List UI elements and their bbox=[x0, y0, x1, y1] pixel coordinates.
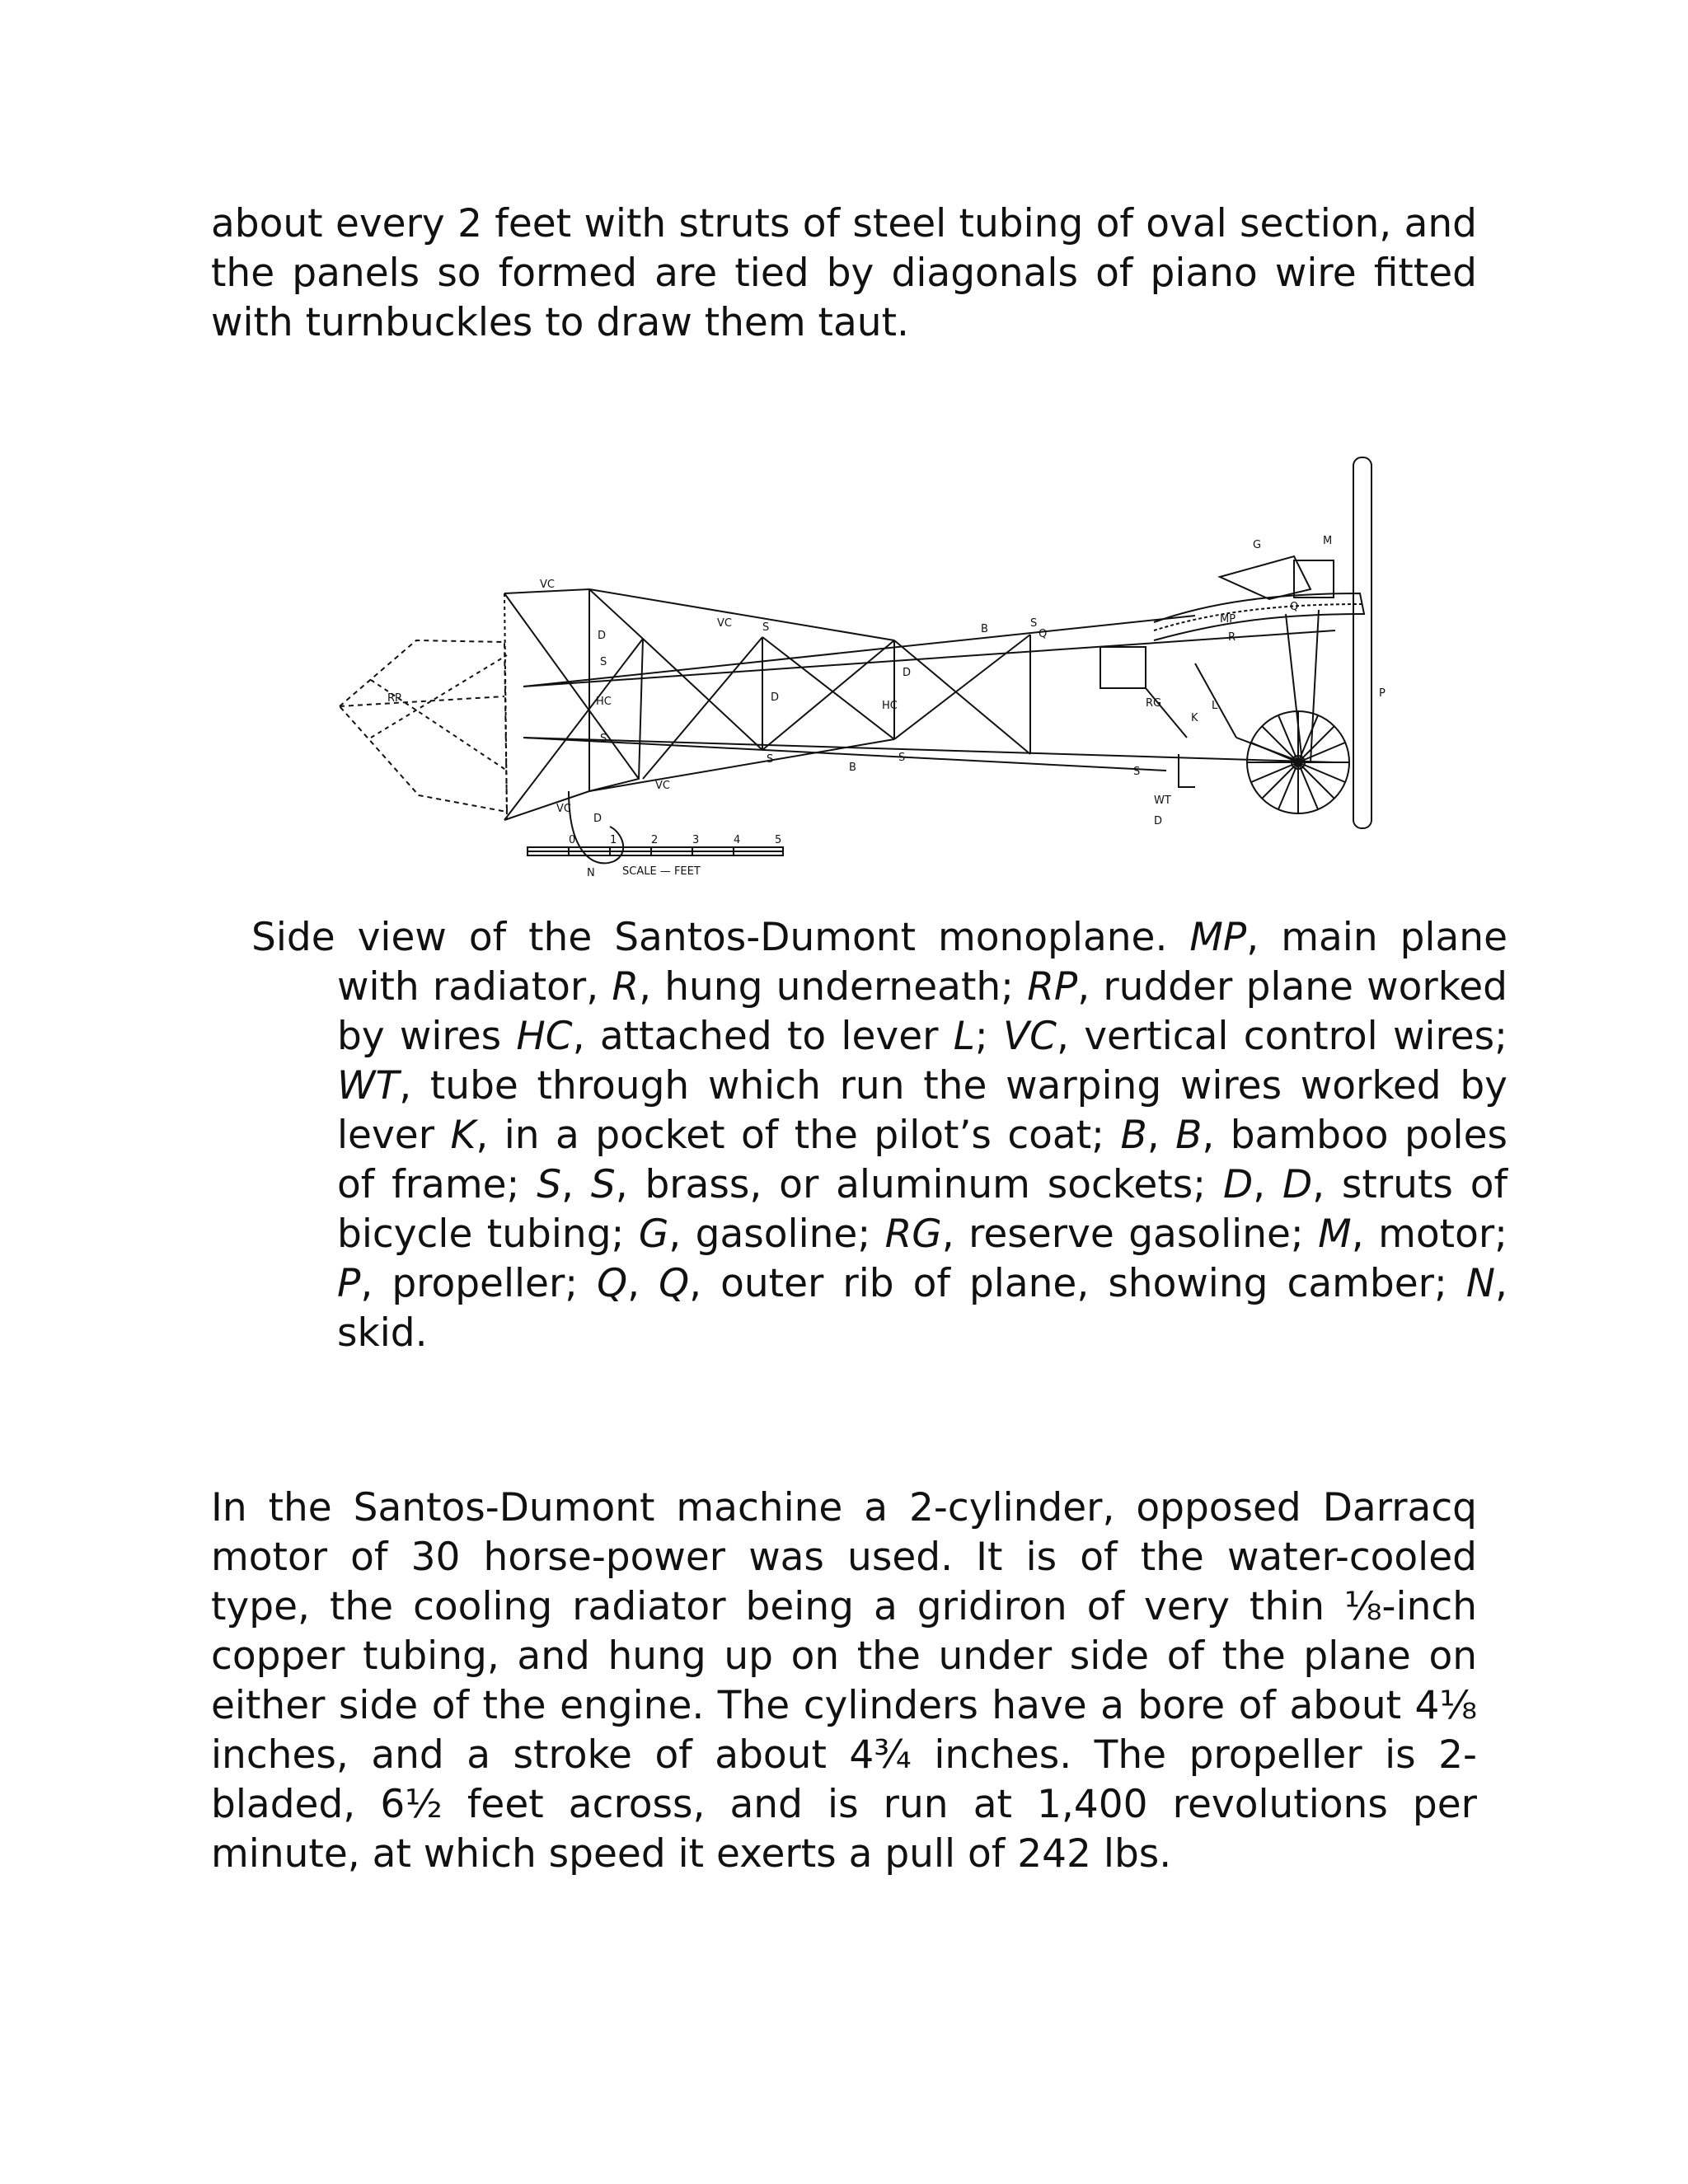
label-s-front: S bbox=[1133, 766, 1141, 778]
caption-label-italic: L bbox=[953, 1014, 975, 1059]
label-s1: S bbox=[600, 656, 607, 668]
label-b2: B bbox=[849, 762, 856, 774]
caption-label-italic: D bbox=[1282, 1162, 1313, 1207]
caption-text: , attached to lever bbox=[572, 1014, 954, 1059]
label-d1: D bbox=[598, 630, 607, 642]
label-d5: D bbox=[1154, 815, 1163, 827]
label-vc-top: VC bbox=[540, 579, 555, 591]
caption-label-italic: D bbox=[1222, 1162, 1254, 1207]
caption-label-italic: RP bbox=[1027, 964, 1078, 1010]
scale-tick-2: 2 bbox=[651, 834, 659, 846]
scale-tick-3: 3 bbox=[692, 834, 700, 846]
caption-text: , rudder plane worked by wires bbox=[337, 964, 1507, 1059]
caption-text: , outer rib of plane, showing camber; bbox=[689, 1261, 1466, 1306]
paragraph-top: about every 2 feet with struts of steel tubing of oval section, and the panels so formed are tied by diagonals of piano wire fitted with turnbuckles to draw them taut. bbox=[211, 201, 1477, 345]
caption-text: , struts of bicycle tubing; bbox=[337, 1162, 1508, 1257]
caption-label-italic: R bbox=[612, 964, 640, 1010]
caption-text: , reserve gasoline; bbox=[941, 1212, 1319, 1257]
scale-tick-1: 1 bbox=[610, 834, 617, 846]
label-l: L bbox=[1212, 700, 1218, 712]
caption-text: , in a pocket of the pilot’s coat; bbox=[476, 1113, 1121, 1158]
monoplane-drawing bbox=[321, 424, 1418, 886]
caption-text: , brass, or aluminum sockets; bbox=[615, 1162, 1223, 1207]
caption-label-italic: MP bbox=[1189, 915, 1247, 960]
label-rp: RP bbox=[387, 692, 401, 705]
caption-text: , bbox=[627, 1261, 659, 1306]
caption-text: , vertical control wires; bbox=[1057, 1014, 1507, 1059]
scale-tick-4: 4 bbox=[734, 834, 741, 846]
caption-label-italic: S bbox=[537, 1162, 562, 1207]
caption-label-italic: P bbox=[337, 1261, 361, 1306]
caption-text: , bbox=[561, 1162, 591, 1207]
caption-label-italic: Q bbox=[659, 1261, 690, 1306]
caption-text: , main plane with radiator, bbox=[337, 915, 1507, 1010]
label-s3: S bbox=[767, 753, 774, 766]
scale-label: SCALE — FEET bbox=[622, 865, 701, 878]
label-vc-low: VC bbox=[655, 780, 670, 792]
caption-text: , hung underneath; bbox=[639, 964, 1028, 1010]
label-s5: S bbox=[762, 621, 770, 634]
label-d4: D bbox=[593, 813, 603, 825]
santos-dumont-side-view-figure bbox=[321, 424, 1418, 886]
scale-tick-0: 0 bbox=[569, 834, 576, 846]
paragraph-bottom: In the Santos-Dumont machine a 2-cylinder, opposed Darracq motor of 30 horse-power was used. It is of the water-cooled type, the cooling radiator being a gridiron of very thin ⅛-inch copper tubing, and hung up on the under side of the plane on either side of the engine. The cylinders have a bore of about 4⅛ inches, and a stroke of about 4¾ inches. The propeller is 2-bladed, 6½ feet across, and is run at 1,400 revolutions per minute, at which speed it exerts a pull of 242 lbs. bbox=[211, 1485, 1477, 1877]
label-n: N bbox=[587, 867, 595, 879]
label-hc1: HC bbox=[596, 696, 612, 708]
caption-label-italic: S bbox=[590, 1162, 616, 1207]
caption-label-italic: HC bbox=[516, 1014, 573, 1059]
label-s2: S bbox=[600, 733, 607, 745]
figure-caption bbox=[251, 913, 1507, 1358]
caption-text: , bamboo poles of frame; bbox=[337, 1113, 1507, 1207]
label-wt: WT bbox=[1154, 794, 1171, 807]
label-m: M bbox=[1323, 535, 1333, 547]
label-q2: Q bbox=[1290, 601, 1299, 613]
label-s6: S bbox=[1030, 617, 1038, 630]
label-rg: RG bbox=[1146, 697, 1162, 710]
caption-text: , tube through which run the warping wires worked by lever bbox=[337, 1063, 1507, 1158]
label-r: R bbox=[1228, 631, 1236, 644]
label-vc-bottom: VC bbox=[556, 803, 571, 815]
label-d3: D bbox=[903, 667, 912, 679]
caption-text: , motor; bbox=[1351, 1212, 1507, 1257]
label-vc-mid: VC bbox=[717, 617, 732, 630]
caption-text: , propeller; bbox=[360, 1261, 598, 1306]
caption-text: Side view of the Santos-Dumont monoplane. bbox=[251, 915, 1190, 960]
label-d2: D bbox=[771, 691, 780, 704]
caption-label-italic: K bbox=[450, 1113, 476, 1158]
caption-label-italic: Q bbox=[597, 1261, 628, 1306]
caption-label-italic: VC bbox=[1003, 1014, 1057, 1059]
caption-label-italic: G bbox=[638, 1212, 669, 1257]
caption-text: , skid. bbox=[337, 1261, 1507, 1356]
label-b1: B bbox=[981, 623, 988, 635]
caption-text: ; bbox=[974, 1014, 1004, 1059]
label-k: K bbox=[1191, 712, 1198, 724]
label-q1: Q bbox=[1039, 628, 1048, 640]
caption-text: , bbox=[1253, 1162, 1282, 1207]
caption-text: , gasoline; bbox=[668, 1212, 885, 1257]
caption-label-italic: WT bbox=[337, 1063, 400, 1108]
label-s4: S bbox=[898, 752, 906, 764]
caption-text: , bbox=[1146, 1113, 1176, 1158]
label-p: P bbox=[1379, 687, 1386, 700]
caption-label-italic: N bbox=[1465, 1261, 1496, 1306]
label-g: G bbox=[1253, 539, 1262, 551]
caption-label-italic: M bbox=[1318, 1212, 1352, 1257]
caption-label-italic: B bbox=[1175, 1113, 1203, 1158]
caption-label-italic: B bbox=[1120, 1113, 1147, 1158]
scale-tick-5: 5 bbox=[775, 834, 782, 846]
label-mp: MP bbox=[1220, 613, 1236, 626]
label-hc2: HC bbox=[882, 700, 898, 712]
caption-label-italic: RG bbox=[884, 1212, 942, 1257]
